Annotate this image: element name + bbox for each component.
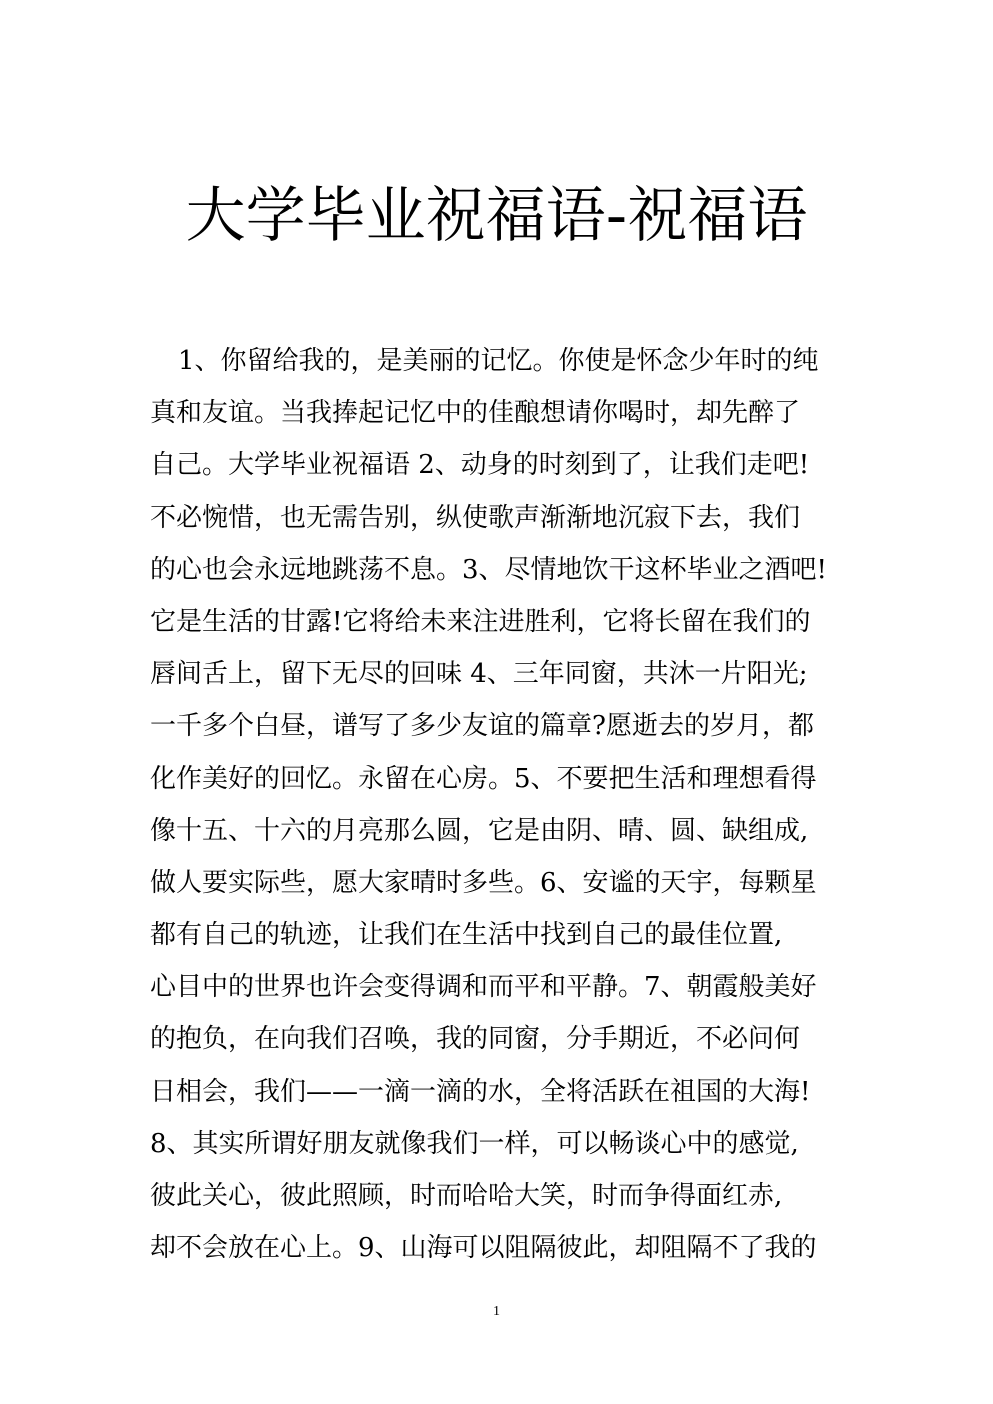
body-line: 不必惋惜，也无需告别，纵使歌声渐渐地沉寂下去，我们 bbox=[150, 502, 801, 533]
body-line: 的心也会永远地跳荡不息。3、尽情地饮干这杯毕业之酒吧! bbox=[150, 554, 827, 585]
document-body bbox=[150, 340, 850, 1279]
document-title: 大学毕业祝福语-祝福语 bbox=[185, 181, 808, 251]
body-line: 心目中的世界也许会变得调和而平和平静。7、朝霞般美好 bbox=[150, 972, 817, 1003]
body-line: 唇间舌上，留下无尽的回味 4、三年同窗，共沐一片阳光; bbox=[150, 659, 808, 690]
body-line: 化作美好的回忆。永留在心房。5、不要把生活和理想看得 bbox=[150, 763, 817, 794]
body-line: 一千多个白昼，谱写了多少友谊的篇章?愿逝去的岁月，都 bbox=[150, 711, 814, 742]
body-line: 1、你留给我的，是美丽的记忆。你使是怀念少年时的纯 bbox=[178, 346, 819, 376]
page-number: 1 bbox=[493, 1304, 500, 1319]
body-line: 自己。大学毕业祝福语 2、动身的时刻到了，让我们走吧! bbox=[150, 450, 810, 481]
body-line: 彼此关心，彼此照顾，时而哈哈大笑，时而争得面红赤, bbox=[150, 1181, 783, 1211]
body-line: 做人要实际些，愿大家晴时多些。6、安谧的天宇，每颗星 bbox=[150, 867, 817, 898]
body-line: 像十五、十六的月亮那么圆，它是由阴、晴、圆、缺组成, bbox=[150, 815, 809, 846]
body-line: 都有自己的轨迹，让我们在生活中找到自己的最佳位置, bbox=[150, 920, 783, 951]
body-line: 它是生活的甘露!它将给未来注进胜利，它将长留在我们的 bbox=[150, 606, 811, 637]
body-line: 日相会，我们——一滴一滴的水，全将活跃在祖国的大海! bbox=[150, 1076, 811, 1107]
body-line: 真和友谊。当我捧起记忆中的佳酿想请你喝时，却先醉了 bbox=[150, 398, 801, 429]
body-line: 8、其实所谓好朋友就像我们一样，可以畅谈心中的感觉, bbox=[150, 1128, 799, 1159]
body-line: 的抱负，在向我们召唤，我的同窗，分手期近，不必问何 bbox=[150, 1024, 801, 1055]
body-line: 却不会放在心上。9、山海可以阻隔彼此，却阻隔不了我的 bbox=[150, 1233, 817, 1264]
